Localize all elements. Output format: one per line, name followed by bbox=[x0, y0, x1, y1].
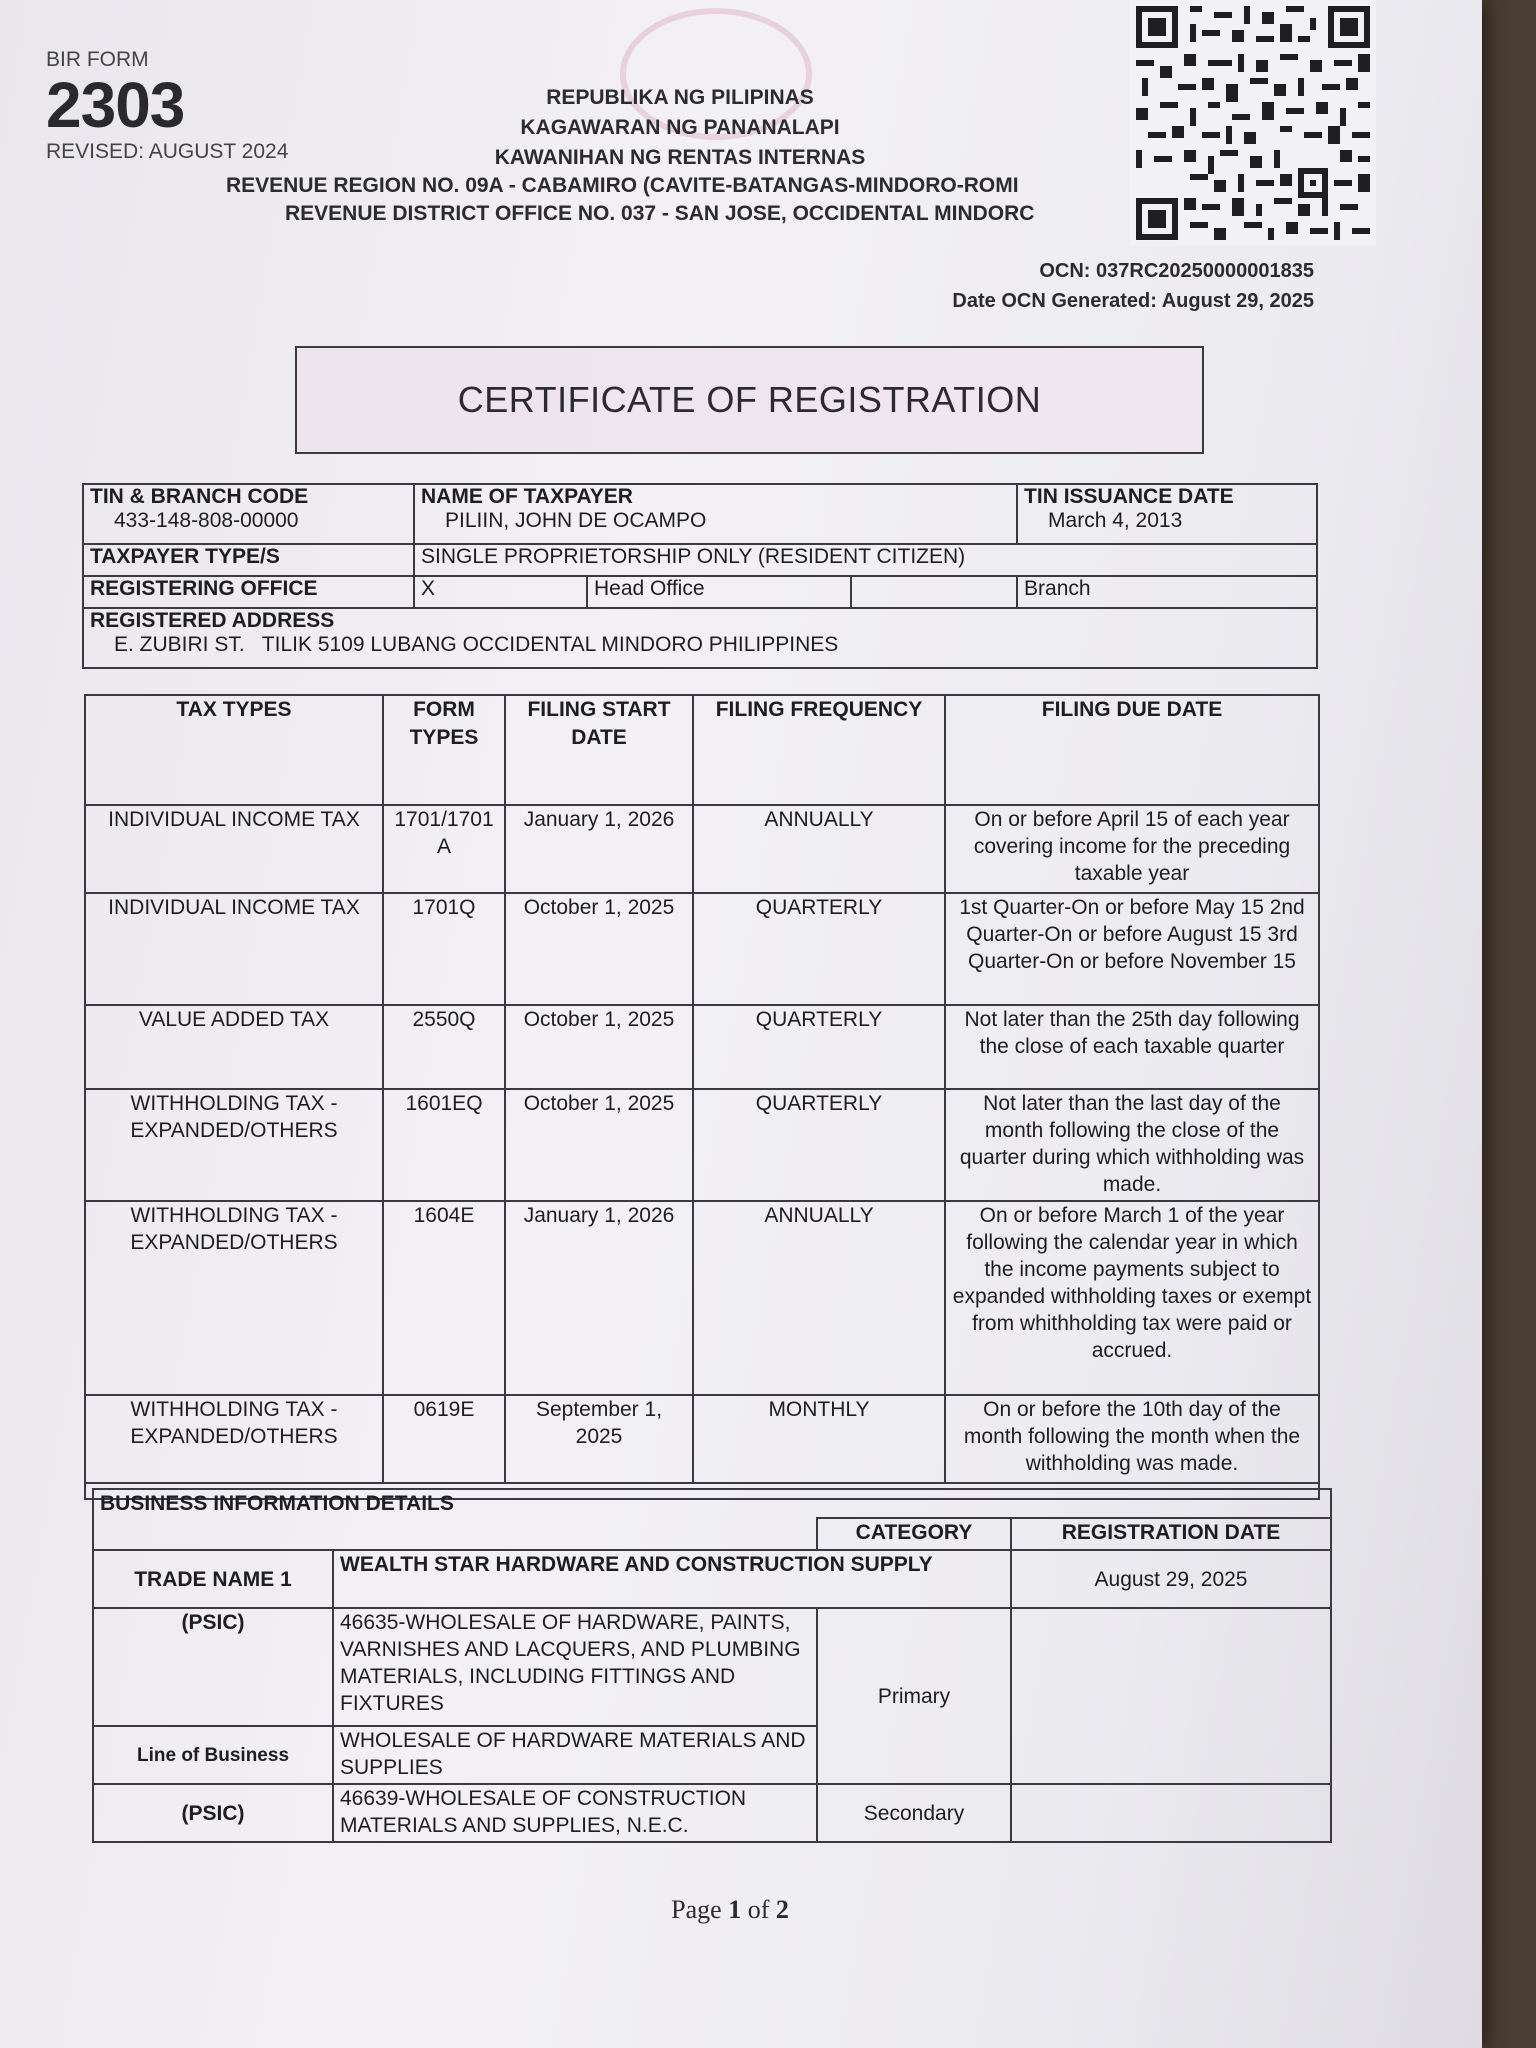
header-tax-types: TAX TYPES bbox=[85, 695, 383, 805]
start-date-cell: October 1, 2025 bbox=[505, 893, 693, 1005]
ocn-number: OCN: 037RC20250000001835 bbox=[1039, 260, 1314, 282]
tax-type-cell: VALUE ADDED TAX bbox=[85, 1005, 383, 1089]
header-department: KAGAWARAN NG PANANALAPI bbox=[520, 116, 840, 139]
psic-label: (PSIC) bbox=[93, 1784, 333, 1842]
page-indicator bbox=[0, 1895, 1460, 1925]
registration-date-header: REGISTRATION DATE bbox=[1011, 1518, 1331, 1550]
taxpayer-type-value: SINGLE PROPRIETORSHIP ONLY (RESIDENT CITIZEN) bbox=[414, 544, 1317, 576]
ocn-block bbox=[952, 256, 1314, 316]
due-date-cell: Not later than the 25th day following the close of each taxable quarter bbox=[945, 1005, 1319, 1089]
due-date-cell: On or before March 1 of the year following the calendar year in which the income payments subject to expanded withholding taxes or exempt from whithholding tax were paid or accrued. bbox=[945, 1201, 1319, 1395]
business-section-label: BUSINESS INFORMATION DETAILS bbox=[93, 1489, 1331, 1518]
certificate-title: CERTIFICATE OF REGISTRATION bbox=[295, 346, 1204, 454]
form-revised-date: REVISED: AUGUST 2024 bbox=[46, 140, 289, 163]
header-filing-frequency: FILING FREQUENCY bbox=[693, 695, 945, 805]
start-date-cell: October 1, 2025 bbox=[505, 1089, 693, 1201]
table-row bbox=[85, 893, 1319, 1005]
table-row bbox=[85, 1395, 1319, 1483]
blank-date-cell bbox=[1011, 1784, 1331, 1842]
blank-date-cell bbox=[1011, 1608, 1331, 1784]
taxpayer-name-value: PILIIN, JOHN DE OCAMPO bbox=[445, 509, 707, 532]
tin-cell bbox=[83, 484, 414, 544]
tin-issuance-value: March 4, 2013 bbox=[1048, 509, 1183, 532]
due-date-cell: On or before the 10th day of the month following the month when the withholding was made. bbox=[945, 1395, 1319, 1483]
header-form-types: FORM TYPES bbox=[383, 695, 505, 805]
form-label: BIR FORM bbox=[46, 48, 149, 71]
form-type-cell: 1701Q bbox=[383, 893, 505, 1005]
page-current: 1 bbox=[728, 1895, 742, 1924]
head-office-mark: X bbox=[414, 576, 587, 608]
header-republic: REPUBLIKA NG PILIPINAS bbox=[546, 86, 814, 109]
due-date-cell: On or before April 15 of each year covering income for the preceding taxable year bbox=[945, 805, 1319, 893]
frequency-cell: QUARTERLY bbox=[693, 1005, 945, 1089]
header-district-office: REVENUE DISTRICT OFFICE NO. 037 - SAN JOSE, OCCIDENTAL MINDORC bbox=[285, 202, 1035, 225]
registered-address-cell bbox=[83, 608, 1317, 668]
frequency-cell: ANNUALLY bbox=[693, 1201, 945, 1395]
registered-address-value: E. ZUBIRI ST. TILIK 5109 LUBANG OCCIDENTAL MINDORO PHILIPPINES bbox=[114, 633, 839, 656]
tin-label: TIN & BRANCH CODE bbox=[90, 485, 309, 508]
page-word: Page bbox=[671, 1895, 722, 1924]
page-total: 2 bbox=[775, 1895, 789, 1924]
frequency-cell: QUARTERLY bbox=[693, 893, 945, 1005]
ocn-date: Date OCN Generated: August 29, 2025 bbox=[952, 290, 1314, 312]
line-of-business-label: Line of Business bbox=[93, 1726, 333, 1784]
trade-name-label: TRADE NAME 1 bbox=[93, 1550, 333, 1608]
form-type-cell: 0619E bbox=[383, 1395, 505, 1483]
table-row bbox=[85, 1089, 1319, 1201]
category-header: CATEGORY bbox=[817, 1518, 1011, 1550]
psic-label: (PSIC) bbox=[93, 1608, 333, 1726]
table-row bbox=[85, 1005, 1319, 1089]
category-primary: Primary bbox=[817, 1608, 1011, 1784]
registration-date-value: August 29, 2025 bbox=[1011, 1550, 1331, 1608]
taxpayer-name-label: NAME OF TAXPAYER bbox=[421, 485, 633, 508]
form-number: 2303 bbox=[46, 69, 185, 141]
head-office-label: Head Office bbox=[587, 576, 851, 608]
business-info-table bbox=[92, 1488, 1332, 1843]
form-type-cell: 1604E bbox=[383, 1201, 505, 1395]
header-filing-start-date: FILING START DATE bbox=[505, 695, 693, 805]
start-date-cell: September 1, 2025 bbox=[505, 1395, 693, 1483]
start-date-cell: October 1, 2025 bbox=[505, 1005, 693, 1089]
due-date-cell: 1st Quarter-On or before May 15 2nd Quarter-On or before August 15 3rd Quarter-On or before November 15 bbox=[945, 893, 1319, 1005]
taxpayer-name-cell bbox=[414, 484, 1017, 544]
branch-mark bbox=[851, 576, 1017, 608]
trade-name-value: WEALTH STAR HARDWARE AND CONSTRUCTION SUPPLY bbox=[333, 1550, 1011, 1608]
start-date-cell: January 1, 2026 bbox=[505, 1201, 693, 1395]
registering-office-label: REGISTERING OFFICE bbox=[83, 576, 414, 608]
taxpayer-type-label: TAXPAYER TYPE/S bbox=[83, 544, 414, 576]
tax-type-cell: WITHHOLDING TAX - EXPANDED/OTHERS bbox=[85, 1089, 383, 1201]
psic-primary-value: 46635-WHOLESALE OF HARDWARE, PAINTS, VARNISHES AND LACQUERS, AND PLUMBING MATERIALS, INCLUDING FITTINGS AND FIXTURES bbox=[333, 1608, 817, 1726]
tin-issuance-cell bbox=[1017, 484, 1317, 544]
frequency-cell: MONTHLY bbox=[693, 1395, 945, 1483]
header-revenue-region: REVENUE REGION NO. 09A - CABAMIRO (CAVITE-BATANGAS-MINDORO-ROMI bbox=[226, 174, 1019, 197]
qr-code-icon bbox=[1130, 0, 1376, 246]
tax-type-cell: WITHHOLDING TAX - EXPANDED/OTHERS bbox=[85, 1395, 383, 1483]
taxpayer-info-table bbox=[82, 483, 1318, 669]
psic-secondary-value: 46639-WHOLESALE OF CONSTRUCTION MATERIALS AND SUPPLIES, N.E.C. bbox=[333, 1784, 817, 1842]
tax-type-cell: WITHHOLDING TAX - EXPANDED/OTHERS bbox=[85, 1201, 383, 1395]
start-date-cell: January 1, 2026 bbox=[505, 805, 693, 893]
table-row bbox=[85, 805, 1319, 893]
header-bureau: KAWANIHAN NG RENTAS INTERNAS bbox=[494, 146, 866, 169]
tax-type-cell: INDIVIDUAL INCOME TAX bbox=[85, 893, 383, 1005]
frequency-cell: QUARTERLY bbox=[693, 1089, 945, 1201]
tin-value: 433-148-808-00000 bbox=[114, 509, 299, 532]
table-row bbox=[85, 1201, 1319, 1395]
form-type-cell: 1601EQ bbox=[383, 1089, 505, 1201]
form-type-cell: 1701/1701A bbox=[383, 805, 505, 893]
due-date-cell: Not later than the last day of the month following the close of the quarter during which withholding was made. bbox=[945, 1089, 1319, 1201]
frequency-cell: ANNUALLY bbox=[693, 805, 945, 893]
line-of-business-value: WHOLESALE OF HARDWARE MATERIALS AND SUPPLIES bbox=[333, 1726, 817, 1784]
form-type-cell: 2550Q bbox=[383, 1005, 505, 1089]
tax-types-table bbox=[84, 694, 1320, 1500]
tin-issuance-label: TIN ISSUANCE DATE bbox=[1024, 485, 1234, 508]
branch-label: Branch bbox=[1017, 576, 1317, 608]
of-word: of bbox=[747, 1895, 770, 1924]
blank-cell bbox=[93, 1518, 817, 1550]
tax-type-cell: INDIVIDUAL INCOME TAX bbox=[85, 805, 383, 893]
header-filing-due-date: FILING DUE DATE bbox=[945, 695, 1319, 805]
registered-address-label: REGISTERED ADDRESS bbox=[90, 609, 335, 632]
category-secondary: Secondary bbox=[817, 1784, 1011, 1842]
